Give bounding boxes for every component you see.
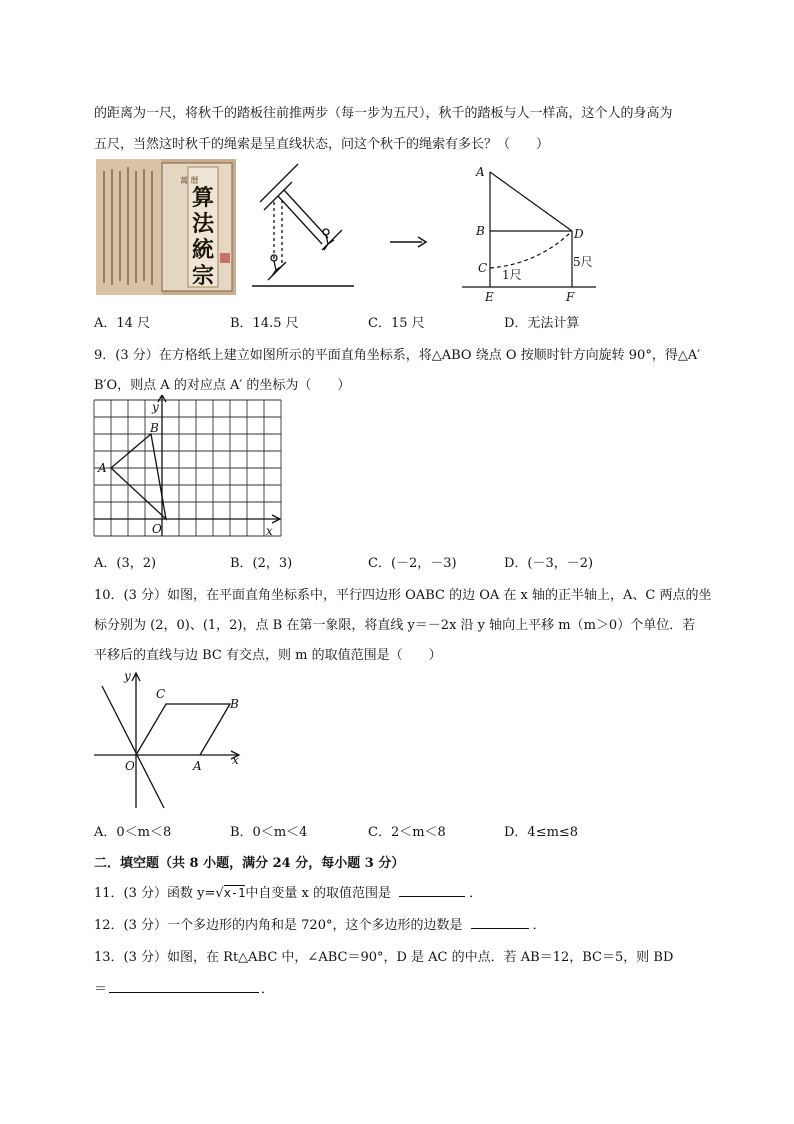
book-title-char-1: 算 [192, 185, 215, 211]
q8-text-line1: 的距离为一尺，将秋千的踏板往前推两步（每一步为五尺），秋千的踏板与人一样高，这个人的身高为 [94, 106, 673, 121]
q8-option-c[interactable]: C．15 尺 [368, 316, 425, 331]
section-2-title: 二．填空题（共 8 小题，满分 24 分，每小题 3 分） [94, 856, 405, 871]
q13-end: ． [261, 982, 275, 997]
swing-geometry-diagram [460, 160, 600, 306]
q9-option-c[interactable]: C．(－2，－3) [368, 556, 457, 571]
q10-text-line1: 10．(3 分）如图，在平面直角坐标系中，平行四边形 OABC 的边 OA 在 x 轴的正半轴上，A、C 两点的坐 [94, 588, 712, 603]
q12-answer-blank[interactable] [471, 916, 529, 929]
q8-option-b[interactable]: B．14.5 尺 [230, 316, 299, 331]
q11-end: ． [469, 886, 483, 901]
q13-text-line2 [94, 978, 274, 997]
q10-label-y: y [124, 669, 131, 683]
q13-answer-blank[interactable] [109, 980, 259, 993]
sqrt-icon: √ [215, 886, 224, 901]
q10-parallelogram-figure [92, 668, 252, 810]
book-title-char-4: 宗 [192, 263, 215, 289]
q11-answer-blank[interactable] [399, 884, 465, 897]
q13-equals: ＝ [94, 982, 108, 997]
q10-label-A: A [193, 759, 202, 773]
q12-text [94, 914, 546, 933]
q9-label-B: B [150, 421, 159, 435]
q12-end: ． [532, 918, 546, 933]
q9-label-A: A [98, 461, 107, 475]
label-C: C [478, 261, 488, 275]
q9-text-line1: 9．(3 分）在方格纸上建立如图所示的平面直角坐标系，将△ABO 绕点 O 按顺时针方向旋转 90°，得△A′ [94, 348, 701, 363]
q10-text-line2: 标分别为 (2，0)、(1，2)，点 B 在第一象限，将直线 y＝－2x 沿 y 轴向上平移 m（m＞0）个单位．若 [94, 618, 696, 633]
swing-sketch [246, 160, 358, 294]
q11-radicand: x-1 [223, 886, 246, 900]
q12-question: 12．(3 分）一个多边形的内角和是 720°，这个多边形的边数是 [94, 918, 463, 933]
q9-option-a[interactable]: A．(3，2) [94, 556, 157, 571]
label-E: E [485, 290, 494, 304]
q9-label-y: y [152, 400, 159, 414]
label-five-chi: 5尺 [573, 255, 593, 269]
q10-option-c[interactable]: C．2＜m＜8 [368, 825, 446, 840]
q9-label-O: O [152, 522, 162, 536]
label-A: A [476, 165, 485, 179]
label-B: B [476, 224, 485, 238]
book-title-char-2: 法 [192, 211, 215, 237]
q10-label-B: B [230, 697, 239, 711]
q9-label-x: x [266, 524, 273, 538]
q10-label-C: C [156, 687, 166, 701]
q13-text-line1: 13．(3 分）如图，在 Rt△ABC 中，∠ABC＝90°，D 是 AC 的中点．若 AB＝12，BC＝5，则 BD [94, 950, 674, 965]
q9-option-d[interactable]: D．(－3，－2) [504, 556, 594, 571]
q10-text-line3: 平移后的直线与边 BC 有交点，则 m 的取值范围是（ ） [94, 648, 442, 663]
q11-suffix: 中自变量 x 的取值范围是 [245, 886, 391, 901]
book-title-char-3: 統 [192, 237, 215, 263]
label-D: D [574, 227, 584, 241]
q9-option-b[interactable]: B．(2，3) [230, 556, 293, 571]
q10-label-x: x [232, 753, 239, 767]
q9-grid-figure [86, 395, 286, 543]
q8-option-d[interactable]: D．无法计算 [504, 316, 580, 331]
q10-option-b[interactable]: B．0＜m＜4 [230, 825, 308, 840]
label-F: F [566, 290, 575, 304]
q8-text-line2: 五尺，当然这时秋千的绳索是呈直线状态，问这个秋千的绳索有多长？（ ） [94, 137, 550, 152]
label-one-chi: 1尺 [502, 268, 522, 282]
q11-prefix: 11．(3 分）函数 y= [94, 886, 216, 901]
svg-text:萬 曆: 萬 曆 [180, 176, 199, 185]
q11-text [94, 882, 482, 901]
book-photo [96, 159, 236, 295]
q10-option-a[interactable]: A．0＜m＜8 [94, 825, 172, 840]
q9-text-line2: B′O，则点 A 的对应点 A′ 的坐标为（ ） [94, 378, 351, 393]
q8-option-a[interactable]: A．14 尺 [94, 316, 151, 331]
arrow-right-icon [388, 234, 428, 248]
q10-option-d[interactable]: D．4≤m≤8 [504, 825, 579, 840]
q10-label-O: O [125, 759, 135, 773]
